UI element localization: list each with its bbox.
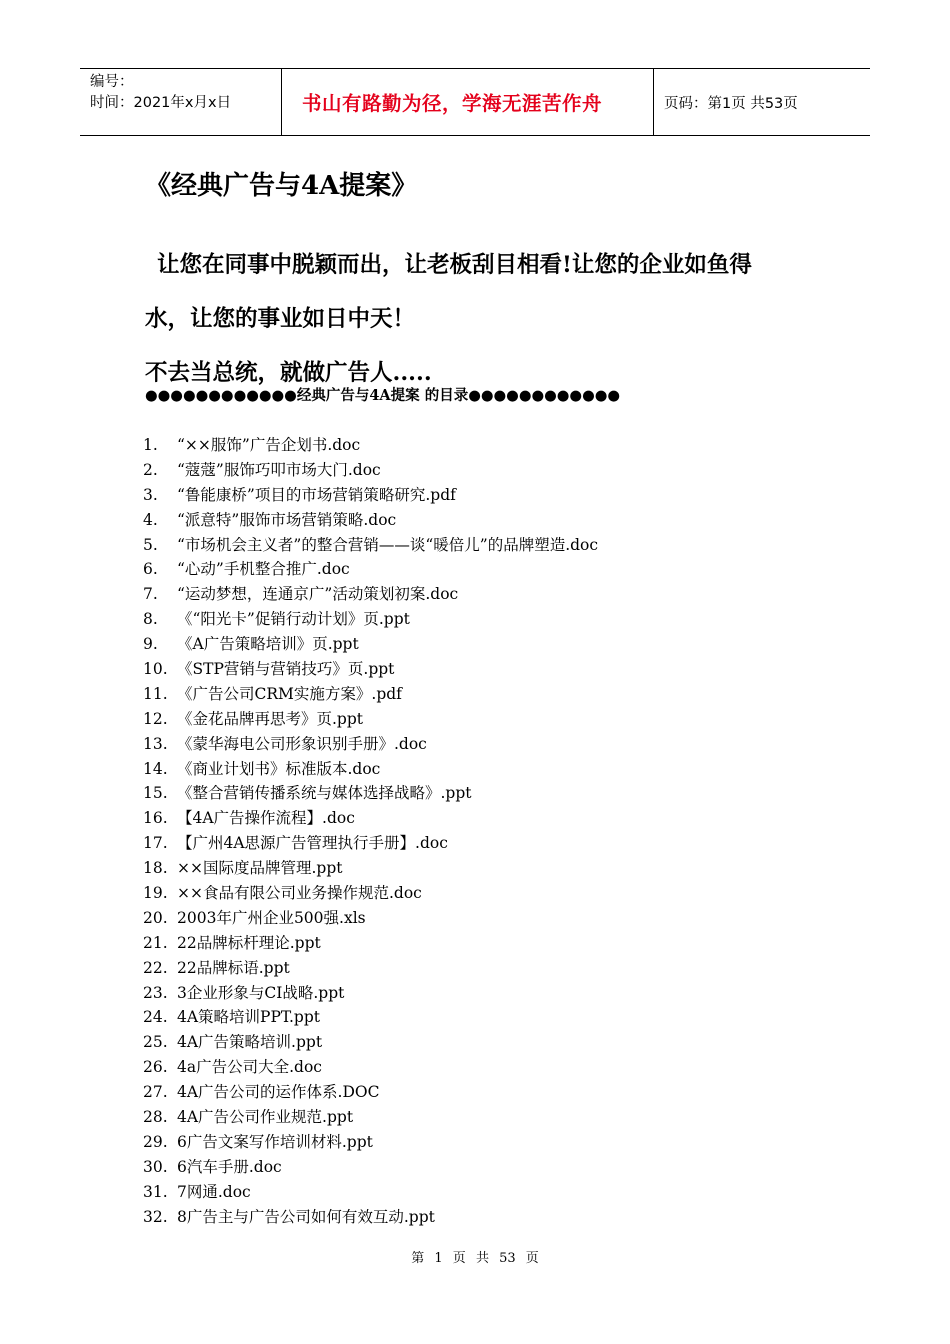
toc-item [143,757,598,782]
toc-item-title: 4A广告公司作业规范.ppt [177,1108,354,1127]
footer-gong: 共 [475,1251,489,1266]
toc-item [143,1205,598,1230]
toc-item-title: “心动”手机整合推广.doc [177,560,350,579]
toc-item [143,1155,598,1180]
toc-item-number: 3. [143,485,158,504]
toc-item-title: 《蒙华海电公司形象识别手册》.doc [177,734,427,753]
toc-item-title: “派意特”服饰市场营销策略.doc [177,510,397,529]
toc-item [143,1130,598,1155]
toc-item-title: 6广告文案写作培训材料.ppt [177,1132,373,1151]
toc-item-title: ××食品有限公司业务操作规范.doc [177,884,422,903]
toc-item [143,483,598,508]
toc-item-number: 27. [143,1083,168,1102]
toc-item-title: “蔻蔻”服饰巧叩市场大门.doc [177,460,381,479]
toc-item-number: 2. [143,460,158,479]
toc-item-title: 2003年广州企业500强.xls [177,908,366,927]
document-number-label: 编号： [90,74,134,90]
footer-di: 第 [411,1251,425,1266]
toc-item-number: 21. [143,933,168,952]
toc-item [143,981,598,1006]
toc-item [143,1180,598,1205]
toc-item-title: 《商业计划书》标准版本.doc [177,759,381,778]
toc-item-title: 4A策略培训PPT.ppt [177,1008,320,1027]
toc-item-number: 17. [143,834,168,853]
toc-item [143,831,598,856]
toc-item-number: 22. [143,958,168,977]
toc-item-number: 31. [143,1182,168,1201]
footer-page: 1 [434,1251,443,1266]
toc-item [143,906,598,931]
toc-item-title: 《STP营销与营销技巧》页.ppt [177,660,395,679]
toc-item [143,707,598,732]
toc-item-number: 30. [143,1157,168,1176]
header-motto: 书山有路勤为径，学海无涯苦作舟 [281,69,654,135]
toc-item-number: 1. [143,436,158,454]
toc-item-title: “运动梦想，连通京广”活动策划初案.doc [177,585,459,604]
toc-item-title: 《“阳光卡”促销行动计划》页.ppt [177,610,410,629]
toc-item-number: 7. [143,585,158,604]
toc-item [143,881,598,906]
header-meta [80,69,281,135]
toc-item-number: 5. [143,535,158,554]
toc-item [143,533,598,558]
toc-item-number: 10. [143,660,168,679]
toc-item-title: 【4A广告操作流程】.doc [177,809,355,828]
toc-item-title: 22品牌标杆理论.ppt [177,933,321,952]
toc-item [143,1030,598,1055]
toc-item-number: 26. [143,1058,168,1077]
toc-item [143,1080,598,1105]
toc-item [143,1105,598,1130]
toc-item-number: 32. [143,1207,168,1226]
toc-item [143,856,598,881]
toc-item [143,632,598,657]
footer-ye2: 页 [525,1251,539,1266]
header-page-number: 页码：第1页 共53页 [664,95,798,112]
toc-item [143,956,598,981]
toc-item-title: 4A广告策略培训.ppt [177,1033,323,1052]
toc-item [143,582,598,607]
toc-item-number: 19. [143,884,168,903]
intro-line-2: 水，让您的事业如日中天！ [145,306,416,332]
toc-item-title: “××服饰”广告企划书.doc [177,436,361,454]
toc-item-number: 20. [143,908,168,927]
toc-item-number: 23. [143,983,168,1002]
document-date: 时间：2021年x月x日 [90,95,232,111]
toc-item-title: 3企业形象与CI战略.ppt [177,983,345,1002]
toc-item [143,1055,598,1080]
toc-item-number: 28. [143,1108,168,1127]
toc-item-number: 4. [143,510,158,529]
page-footer [0,1247,950,1266]
toc-item [143,1005,598,1030]
toc-item-number: 6. [143,560,158,579]
toc-item-title: “市场机会主义者”的整合营销——谈“暖倍儿”的品牌塑造.doc [177,535,599,554]
toc-item [143,657,598,682]
toc-item [143,433,598,458]
toc-item [143,557,598,582]
toc-item-title: 8广告主与广告公司如何有效互动.ppt [177,1207,435,1226]
toc-item-number: 13. [143,734,168,753]
toc-item-number: 18. [143,859,168,878]
toc-item [143,607,598,632]
toc-item [143,508,598,533]
footer-ye: 页 [452,1251,466,1266]
toc-item-number: 12. [143,709,168,728]
toc-item-number: 15. [143,784,168,803]
intro-line-1: 让您在同事中脱颖而出，让老板刮目相看!让您的企业如鱼得 [157,252,752,278]
toc-item-title: 4a广告公司大全.doc [177,1058,322,1077]
toc-item-title: 22品牌标语.ppt [177,958,290,977]
toc-item [143,931,598,956]
toc-item-title: 7网通.doc [177,1182,251,1201]
table-of-contents [143,433,598,1230]
toc-item [143,781,598,806]
toc-item-number: 24. [143,1008,168,1027]
toc-item [143,732,598,757]
toc-item-title: 4A广告公司的运作体系.DOC [177,1083,380,1102]
toc-item [143,458,598,483]
toc-item-title: 《广告公司CRM实施方案》.pdf [177,684,402,703]
intro-line-3: 不去当总统，就做广告人..... [145,360,432,386]
toc-item-number: 29. [143,1132,168,1151]
footer-total: 53 [499,1251,516,1266]
toc-item-number: 14. [143,759,168,778]
toc-item-number: 9. [143,635,158,654]
toc-item-title: ××国际度品牌管理.ppt [177,859,343,878]
toc-item-title: 《整合营销传播系统与媒体选择战略》.ppt [177,784,472,803]
toc-item [143,806,598,831]
toc-item-title: 【广州4A思源广告管理执行手册】.doc [177,834,448,853]
toc-item-title: 《A广告策略培训》页.ppt [177,635,359,654]
toc-item-number: 11. [143,684,168,703]
toc-item-number: 16. [143,809,168,828]
toc-item-title: 《金花品牌再思考》页.ppt [177,709,364,728]
toc-item-number: 25. [143,1033,168,1052]
intro-text [145,238,825,400]
toc-item-title: 6汽车手册.doc [177,1157,282,1176]
toc-item-title: “鲁能康桥”项目的市场营销策略研究.pdf [177,485,456,504]
document-title: 《经典广告与4A提案》 [145,171,418,201]
toc-item-number: 8. [143,610,158,629]
toc-item [143,682,598,707]
page-header [80,68,870,136]
toc-heading: ●●●●●●●●●●●●经典广告与4A提案 的目录●●●●●●●●●●●● [145,387,621,404]
